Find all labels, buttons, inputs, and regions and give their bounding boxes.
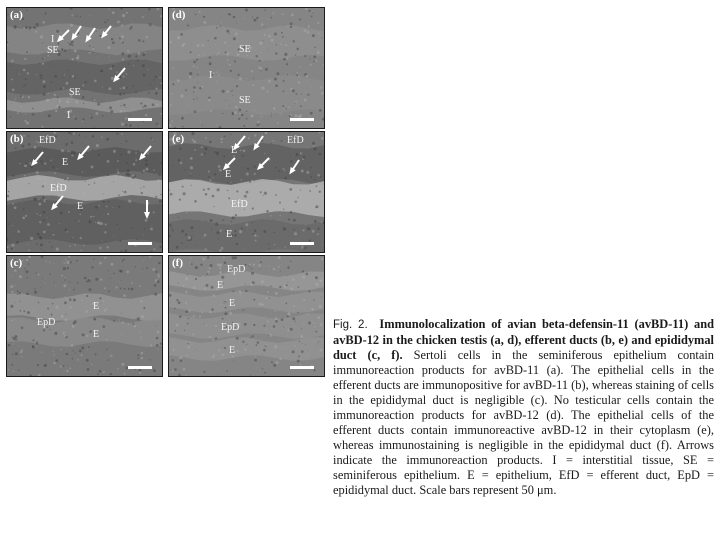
- tissue-label: E: [226, 229, 233, 240]
- tissue-label: E: [225, 169, 232, 180]
- tissue-texture: [7, 256, 162, 376]
- micrograph-panel-e: [168, 131, 325, 253]
- tissue-label: EfD: [287, 135, 304, 146]
- tissue-label: I: [209, 70, 213, 81]
- scale-bar: [128, 118, 152, 121]
- tissue-texture: [169, 8, 324, 128]
- tissue-label: EpD: [227, 264, 246, 275]
- tissue-texture: [7, 132, 162, 252]
- panel-label: (b): [10, 133, 24, 145]
- tissue-texture: [7, 8, 162, 128]
- panel-label: (e): [172, 133, 185, 145]
- micrograph-panel-f: [168, 255, 325, 377]
- panel-label: (f): [172, 257, 183, 269]
- panel-label: (c): [10, 257, 23, 269]
- tissue-label: E: [217, 280, 224, 291]
- tissue-label: EpD: [221, 322, 240, 333]
- tissue-label: SE: [239, 95, 251, 106]
- micrograph-panel-d: [168, 7, 325, 129]
- tissue-label: E: [231, 145, 238, 156]
- micrograph-panel-c: [6, 255, 163, 377]
- micrograph-panel-b: [6, 131, 163, 253]
- tissue-label: SE: [239, 44, 251, 55]
- panel-label: (a): [10, 9, 23, 21]
- scale-bar: [290, 242, 314, 245]
- tissue-label: E: [62, 157, 69, 168]
- tissue-label: EfD: [231, 199, 248, 210]
- figure-title: Immunolocalization of avian beta-defensin-11 (avBD-11) and avBD-12 in the chicken testis (a, d), efferent ducts (b, e) and epididymal duct (c, f).: [333, 317, 714, 362]
- tissue-label: E: [229, 345, 236, 356]
- tissue-texture: [169, 256, 324, 376]
- tissue-texture: [169, 132, 324, 252]
- tissue-label: EfD: [50, 183, 67, 194]
- scale-bar: [128, 242, 152, 245]
- figure-legend: Sertoli cells in the seminiferous epithelium contain immunoreaction products for avBD-11 (a). The epithelial cells in the efferent ducts are immunopositive for avBD-11 (b), whereas staining of cells in the epididymal duct is negligible (c). No testicular cells contain the immunoreaction products for avBD-12 (d). The epithelial cells of the efferent ducts contain immunoreactive avBD-12 in their cytoplasm (e), whereas immunostaining is negligible in the epididymal duct (f). Arrows indicate the immunoreaction products. I = interstitial tissue, SE = seminiferous epithelium. E = epithelium, EfD = efferent duct, EpD = epididymal duct. Scale bars represent 50 μm.: [333, 348, 714, 497]
- tissue-label: I: [67, 110, 71, 121]
- tissue-label: E: [77, 201, 84, 212]
- scale-bar: [128, 366, 152, 369]
- tissue-label: E: [93, 301, 100, 312]
- tissue-label: EfD: [39, 135, 56, 146]
- scale-bar: [290, 118, 314, 121]
- tissue-label: E: [229, 298, 236, 309]
- tissue-label: SE: [69, 87, 81, 98]
- micrograph-panel-a: [6, 7, 163, 129]
- figure-caption: [333, 317, 714, 498]
- tissue-label: SE: [47, 45, 59, 56]
- scale-bar: [290, 366, 314, 369]
- tissue-label: E: [93, 329, 100, 340]
- tissue-label: I: [51, 34, 55, 45]
- tissue-label: EpD: [37, 317, 56, 328]
- panel-label: (d): [172, 9, 186, 21]
- figure-number: Fig. 2.: [333, 319, 368, 331]
